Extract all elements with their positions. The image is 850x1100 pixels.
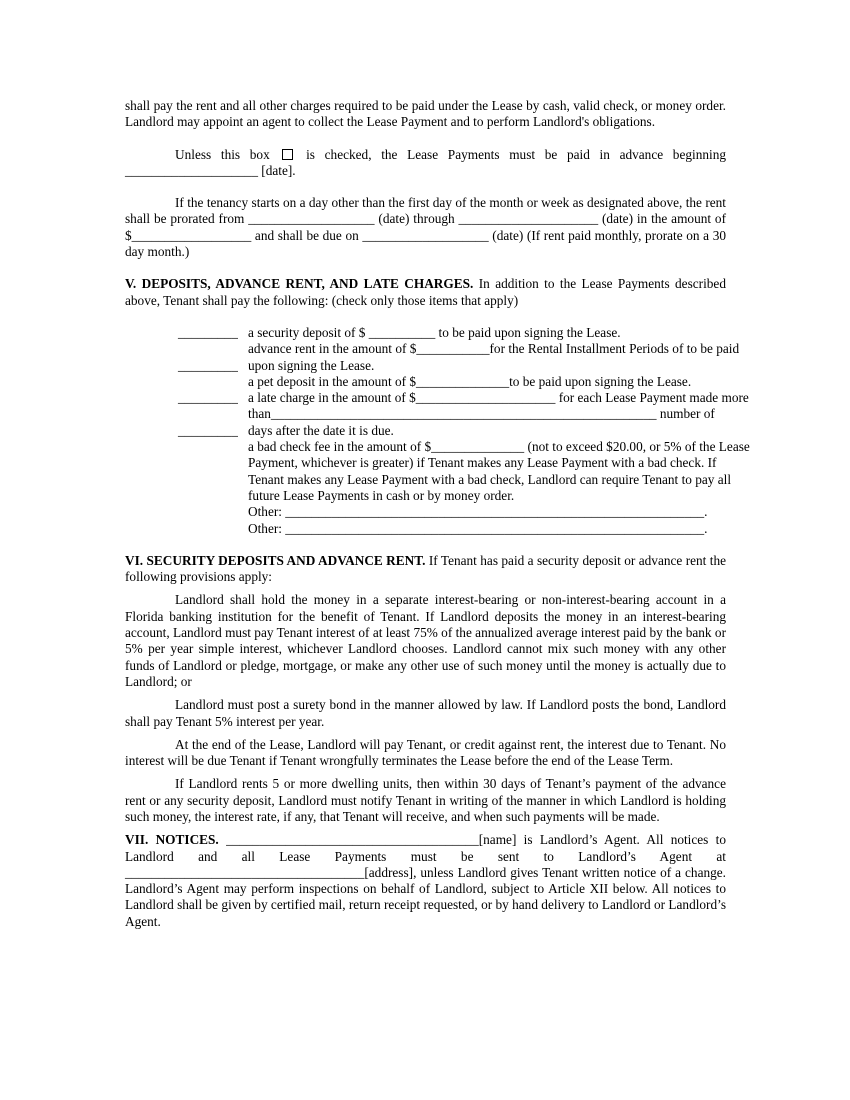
list-item (178, 488, 770, 504)
check-blank: _________ (178, 422, 238, 438)
section-vii-paragraph (125, 832, 726, 930)
section-vii-body: ______________________________________[name] is Landlord’s Agent. All notices to Landlord and all Lease Payments must be sent to Landlord’s Agent at ____________________________________[address], unless Landlord gives Tenant written notice of a change. Landlord’s Agent may perform inspections on behalf of Landlord, subject to Article XII below. All notices to Landlord shall be given by certified mail, return receipt requested, or by hand delivery to Landlord or Landlord’s Agent. (125, 832, 727, 929)
deposit-row-text: a security deposit of $ __________ to be paid upon signing the Lease. (248, 324, 621, 340)
advance-payment-text-after: is checked, the Lease Payments must be paid in advance beginning ____________________ [date]. (125, 146, 726, 178)
list-item (178, 341, 770, 357)
section-vi-paragraph-4: If Landlord rents 5 or more dwelling units, then within 30 days of Tenant’s payment of the advance rent or any security deposit, Landlord must notify Tenant in writing of the manner in which Landlord is holding such money, the interest rate, if any, that Tenant will receive, and when such payments will be made. (125, 776, 726, 824)
deposit-row-text: upon signing the Lease. (248, 357, 375, 373)
advance-payment-text-before: Unless this box (175, 146, 270, 162)
deposit-row-text: a bad check fee in the amount of $______________ (not to exceed $20.00, or 5% of the Lease (248, 439, 750, 455)
deposit-row-text: Other: _______________________________________________________________. (248, 504, 708, 520)
advance-payment-checkbox-icon (282, 149, 293, 160)
check-blank: _________ (178, 357, 238, 373)
section-v-paragraph (125, 276, 726, 309)
list-item (178, 406, 770, 422)
check-blank: _________ (178, 390, 238, 406)
check-blank (178, 521, 248, 537)
section-v-heading: V. DEPOSITS, ADVANCE RENT, AND LATE CHARGES. (125, 276, 474, 292)
section-vi-paragraph-2: Landlord must post a surety bond in the manner allowed by law. If Landlord posts the bond, Landlord shall pay Tenant 5% interest per year. (125, 697, 726, 729)
section-vi-paragraph (125, 553, 726, 586)
list-item (178, 390, 770, 406)
check-blank (178, 374, 248, 390)
check-blank (178, 455, 248, 471)
list-item (178, 455, 770, 471)
list-item (178, 358, 770, 374)
check-blank (178, 406, 248, 422)
deposit-row-text: future Lease Payments in cash or by money order. (248, 487, 515, 503)
deposit-row-text: Tenant makes any Lease Payment with a bad check, Landlord can require Tenant to pay all (248, 471, 732, 487)
list-item (178, 325, 770, 341)
list-item (178, 423, 770, 439)
section-vi-paragraph-3: At the end of the Lease, Landlord will pay Tenant, or credit against rent, the interest due to Tenant. No interest will be due Tenant if Tenant wrongfully terminates the Lease before the end of the Lease Term. (125, 736, 726, 769)
check-blank: _________ (178, 324, 238, 340)
check-blank (178, 472, 248, 488)
deposit-row-text: Payment, whichever is greater) if Tenant makes any Lease Payment with a bad check. If (248, 455, 717, 471)
check-blank (178, 504, 248, 520)
section-vii-heading: VII. NOTICES. (125, 832, 219, 848)
proration-paragraph: If the tenancy starts on a day other than the first day of the month or week as designated above, the rent shall be prorated from ___________________ (date) through _____________________ (date) in the amount of $__________________ and shall be due on ___________________ (date) (If rent paid monthly, prorate on a 30 day month.) (125, 195, 726, 260)
section-vi-paragraph-1: Landlord shall hold the money in a separate interest-bearing or non-interest-bearing account in a Florida banking institution for the benefit of Tenant. If Landlord deposits the money in an interest-bearing account, Landlord must pay Tenant interest of at least 75% of the annualized average interest paid by the bank or 5% per year simple interest, whichever Landlord chooses. Landlord cannot mix such money with any other funds of Landlord or pledge, mortgage, or make any other use of such money until the money is actually due to Landlord; or (125, 592, 726, 689)
section-vi-heading: VI. SECURITY DEPOSITS AND ADVANCE RENT. (125, 552, 426, 568)
deposit-row-text: advance rent in the amount of $___________for the Rental Installment Periods of to be paid (248, 341, 740, 357)
section-v-intro: In addition to the Lease Payments described above, Tenant shall pay the following: (check only those items that apply) (125, 276, 726, 308)
section-vi-intro: If Tenant has paid a security deposit or advance rent the following provisions apply: (125, 552, 727, 585)
list-item (178, 504, 770, 520)
deposit-row-text: days after the date it is due. (248, 422, 394, 438)
list-item (178, 472, 770, 488)
deposit-row-text: than__________________________________________________________ number of (248, 406, 715, 422)
page-content (125, 98, 750, 930)
deposit-items-list (178, 325, 770, 537)
advance-payment-paragraph (125, 147, 726, 180)
lease-payment-intro-paragraph: shall pay the rent and all other charges required to be paid under the Lease by cash, valid check, or money order. Landlord may appoint an agent to collect the Lease Payment and to perform Landlord's obligations. (125, 98, 726, 130)
list-item (178, 374, 770, 390)
check-blank (178, 439, 248, 455)
check-blank (178, 341, 248, 357)
deposit-row-text: Other: _______________________________________________________________. (248, 520, 708, 536)
list-item (178, 439, 770, 455)
deposit-row-text: a pet deposit in the amount of $______________to be paid upon signing the Lease. (248, 373, 692, 389)
list-item (178, 521, 770, 537)
check-blank (178, 488, 248, 504)
deposit-row-text: a late charge in the amount of $_____________________ for each Lease Payment made more (248, 390, 749, 406)
